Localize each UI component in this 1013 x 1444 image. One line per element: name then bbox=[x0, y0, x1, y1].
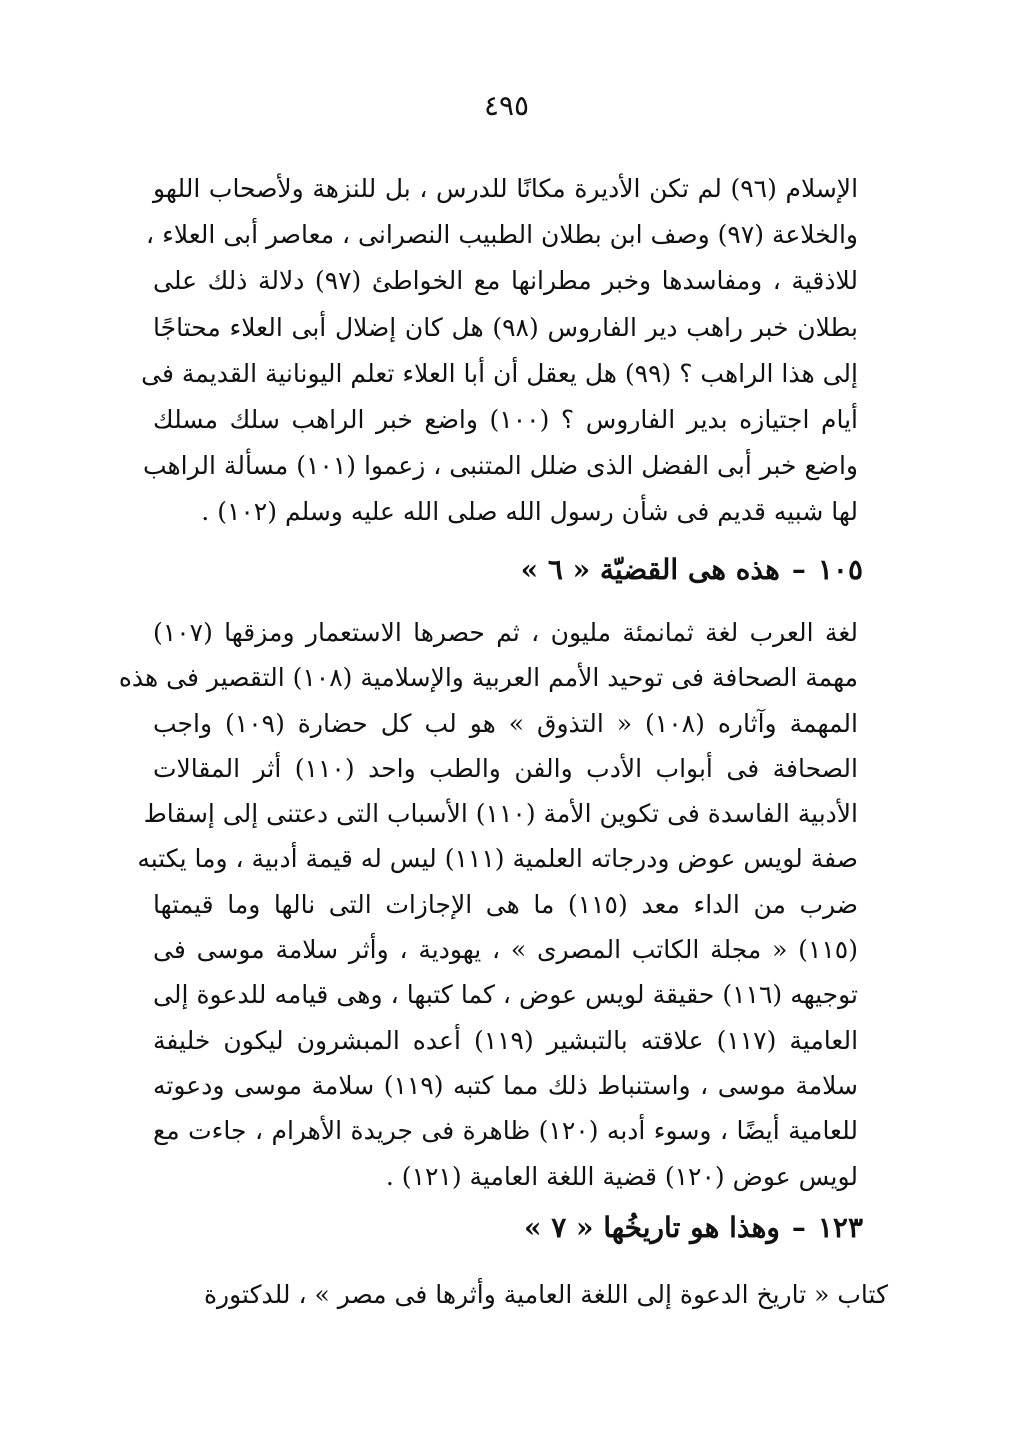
paragraph-continued bbox=[141, 166, 859, 536]
text-line: (١١٥) « مجلة الكاتب المصرى » ، يهودية ، وأثر سلامة موسى فى bbox=[153, 935, 858, 965]
section-title: هذه هى القضيّة « ٦ » bbox=[520, 553, 780, 586]
section-heading-123 bbox=[148, 1206, 863, 1250]
text-line: ضرب من الداء معد (١١٥) ما هى الإجازات التى نالها وما قيمتها bbox=[153, 889, 859, 919]
text-line: كتاب « تاريخ الدعوة إلى اللغة العامية وأثرها فى مصر » ، للدكتورة bbox=[203, 1280, 888, 1309]
text-line: لها شبيه قديم فى شأن رسول الله صلى الله عليه وسلم (١٠٢) . bbox=[201, 497, 858, 527]
text-line: الأدبية الفاسدة فى تكوين الأمة (١١٠) الأسباب التى دعتنى إلى إسقاط bbox=[143, 799, 858, 829]
text-line: العامية (١١٧) علاقته بالتبشير (١١٩) أعده المبشرون ليكون خليفة bbox=[153, 1025, 859, 1055]
text-line: أيام اجتيازه بدير الفاروس ؟ (١٠٠) واضع خبر الراهب سلك مسلك bbox=[153, 405, 859, 435]
page-number: ٤٩٥ bbox=[483, 89, 530, 122]
section-title: وهذا هو تاريخُها « ٧ » bbox=[523, 1211, 780, 1244]
section-dash: – bbox=[791, 1211, 806, 1244]
text-line: المهمة وآثاره (١٠٨) « التذوق » هو لب كل حضارة (١٠٩) واجب bbox=[153, 708, 858, 738]
text-line: واضع خبر أبى الفضل الذى ضلل المتنبى ، زعموا (١٠١) مسألة الراهب bbox=[142, 451, 858, 481]
section-heading-105 bbox=[148, 548, 863, 592]
text-line: سلامة موسى ، واستنباط ذلك مما كتبه (١١٩) سلامة موسى ودعوته bbox=[153, 1070, 858, 1100]
text-line: لغة العرب لغة ثمانمئة مليون ، ثم حصرها الاستعمار ومزقها (١٠٧) bbox=[153, 618, 858, 647]
text-line: بطلان خبر راهب دير الفاروس (٩٨) هل كان إضلال أبى العلاء محتاجًا bbox=[153, 312, 858, 342]
paragraph-section-123 bbox=[153, 1272, 888, 1318]
paragraph-section-105 bbox=[118, 610, 859, 1199]
text-line: والخلاعة (٩٧) وصف ابن بطلان الطبيب النصرانى ، معاصر أبى العلاء ، bbox=[146, 220, 858, 250]
text-line: لويس عوض (١٢٠) قضية اللغة العامية (١٢١) . bbox=[385, 1161, 858, 1191]
section-dash: – bbox=[791, 553, 806, 586]
text-line: للعامية أيضًا ، وسوء أدبه (١٢٠) ظاهرة فى جريدة الأهرام ، جاءت مع bbox=[153, 1116, 859, 1146]
section-number: ١٢٣ bbox=[817, 1211, 863, 1244]
text-line: إلى هذا الراهب ؟ (٩٩) هل يعقل أن أبا العلاء تعلم اليونانية القديمة فى bbox=[141, 358, 858, 388]
text-line: الإسلام (٩٦) لم تكن الأديرة مكانًا للدرس ، بل للنزهة ولأصحاب اللهو bbox=[153, 174, 859, 203]
text-line: مهمة الصحافة فى توحيد الأمم العربية والإسلامية (١٠٨) التقصير فى هذه bbox=[118, 663, 858, 693]
text-line: صفة لويس عوض ودرجاته العلمية (١١١) ليس له قيمة أدبية ، وما يكتبه bbox=[137, 844, 858, 874]
section-number: ١٠٥ bbox=[817, 553, 863, 586]
text-line: للاذقية ، ومفاسدها وخبر مطرانها مع الخواطئ (٩٧) دلالة ذلك على bbox=[153, 266, 858, 296]
text-line: توجيهه (١١٦) حقيقة لويس عوض ، كما كتبها ، وهى قيامه للدعوة إلى bbox=[153, 980, 858, 1010]
text-line: الصحافة فى أبواب الأدب والفن والطب واحد (١١٠) أثر المقالات bbox=[153, 753, 858, 783]
